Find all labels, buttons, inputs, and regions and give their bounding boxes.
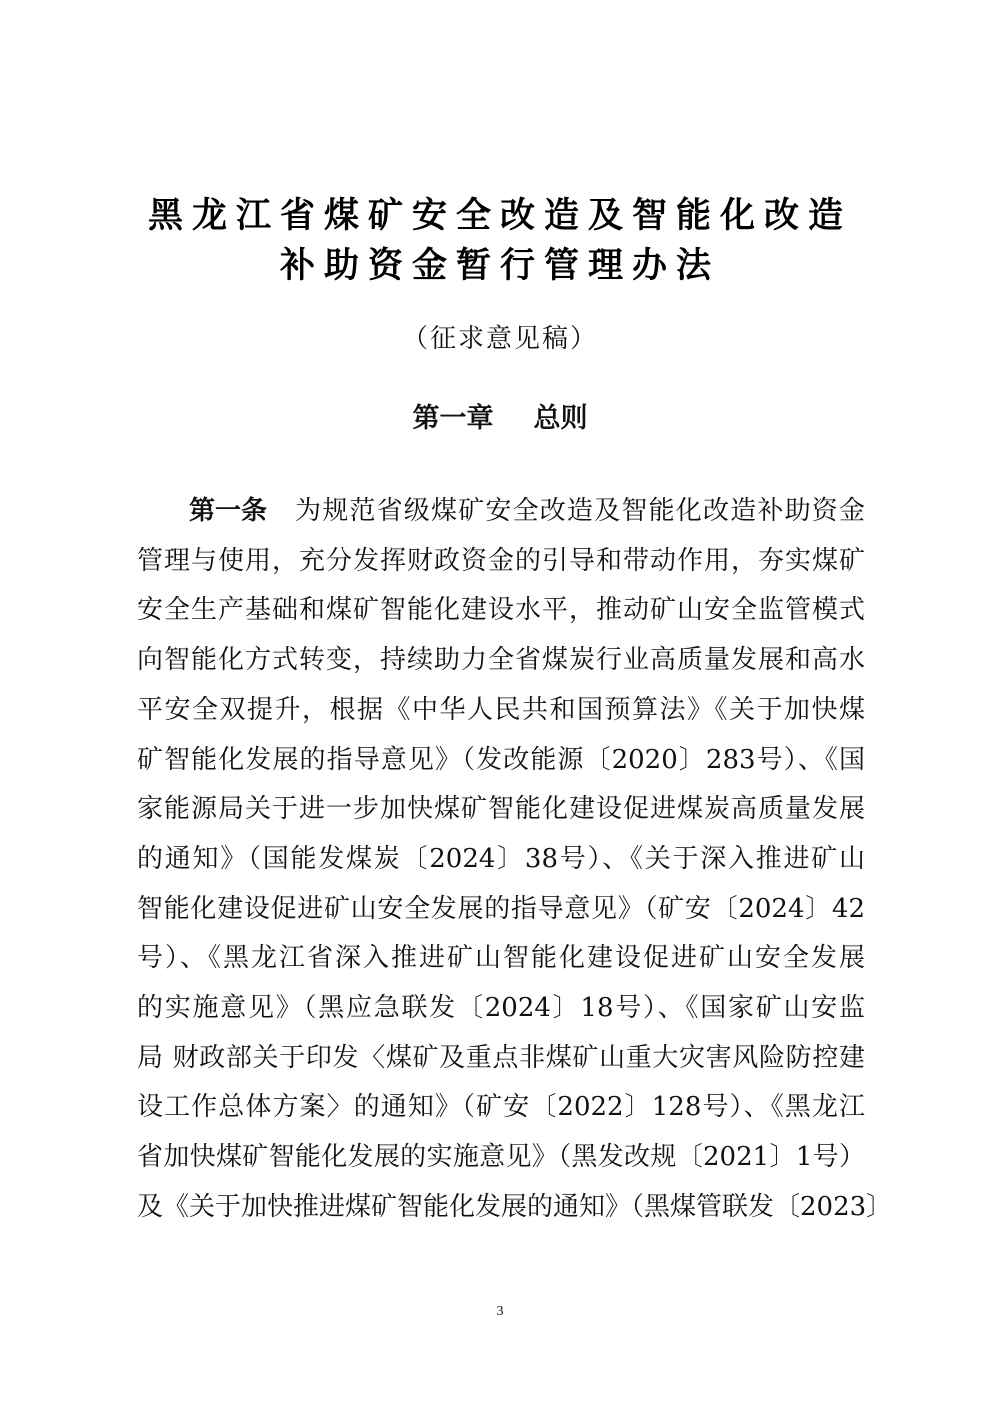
article-line <box>137 692 865 728</box>
article-line <box>137 1139 865 1175</box>
article-label: 第一条 <box>189 496 268 526</box>
article-line <box>137 1089 865 1125</box>
article-line-text: 局 财政部关于印发〈煤矿及重点非煤矿山重大灾害风险防控建 <box>137 1043 865 1073</box>
article-line <box>137 1040 865 1076</box>
article-line-text: 向智能化方式转变，持续助力全省煤炭行业高质量发展和高水 <box>137 645 865 675</box>
article-line <box>137 940 865 976</box>
page-number: 3 <box>496 1304 504 1319</box>
article-line <box>137 990 865 1026</box>
article-line-text: 安全生产基础和煤矿智能化建设水平，推动矿山安全监管模式 <box>137 595 865 625</box>
article-line-text: 为规范省级煤矿安全改造及智能化改造补助资金 <box>295 496 867 526</box>
article-line <box>137 891 865 927</box>
document-title-line-2: 补助资金暂行管理办法 <box>279 245 720 286</box>
article-line-text: 管理与使用，充分发挥财政资金的引导和带动作用，夯实煤矿 <box>137 546 865 576</box>
article-line-text: 设工作总体方案〉的通知》（矿安〔2022〕128号）、《黑龙江 <box>137 1092 865 1122</box>
article-line-text: 的实施意见》（黑应急联发〔2024〕18号）、《国家矿山安监 <box>137 993 865 1023</box>
article-line-text: 及《关于加快推进煤矿智能化发展的通知》（黑煤管联发〔2023〕 <box>137 1192 893 1222</box>
article-line-text: 号）、《黑龙江省深入推进矿山智能化建设促进矿山安全发展 <box>137 943 865 973</box>
article-line <box>137 791 865 827</box>
chapter-number: 第一章 <box>412 403 494 434</box>
article-line-text: 平安全双提升，根据《中华人民共和国预算法》《关于加快煤 <box>137 695 865 725</box>
article-line-text: 矿智能化发展的指导意见》（发改能源〔2020〕283号）、《国 <box>137 745 865 775</box>
article-line <box>137 1189 893 1225</box>
article-line-text: 智能化建设促进矿山安全发展的指导意见》（矿安〔2024〕42 <box>137 894 865 924</box>
document-title-line-1: 黑龙江省煤矿安全改造及智能化改造 <box>147 195 852 236</box>
article-line-text: 家能源局关于进一步加快煤矿智能化建设促进煤炭高质量发展 <box>137 794 865 824</box>
article-line <box>137 543 865 579</box>
chapter-heading <box>0 396 1000 435</box>
article-line <box>137 841 865 877</box>
document-subtitle: （征求意见稿） <box>401 324 598 354</box>
article-line-text: 的通知》（国能发煤炭〔2024〕38号）、《关于深入推进矿山 <box>137 844 865 874</box>
article-line <box>137 642 865 678</box>
chapter-name: 总则 <box>533 403 588 434</box>
article-line <box>189 493 865 529</box>
article-line <box>137 592 865 628</box>
article-line <box>137 742 865 778</box>
article-line-text: 省加快煤矿智能化发展的实施意见》（黑发改规〔2021〕1号） <box>137 1142 865 1172</box>
